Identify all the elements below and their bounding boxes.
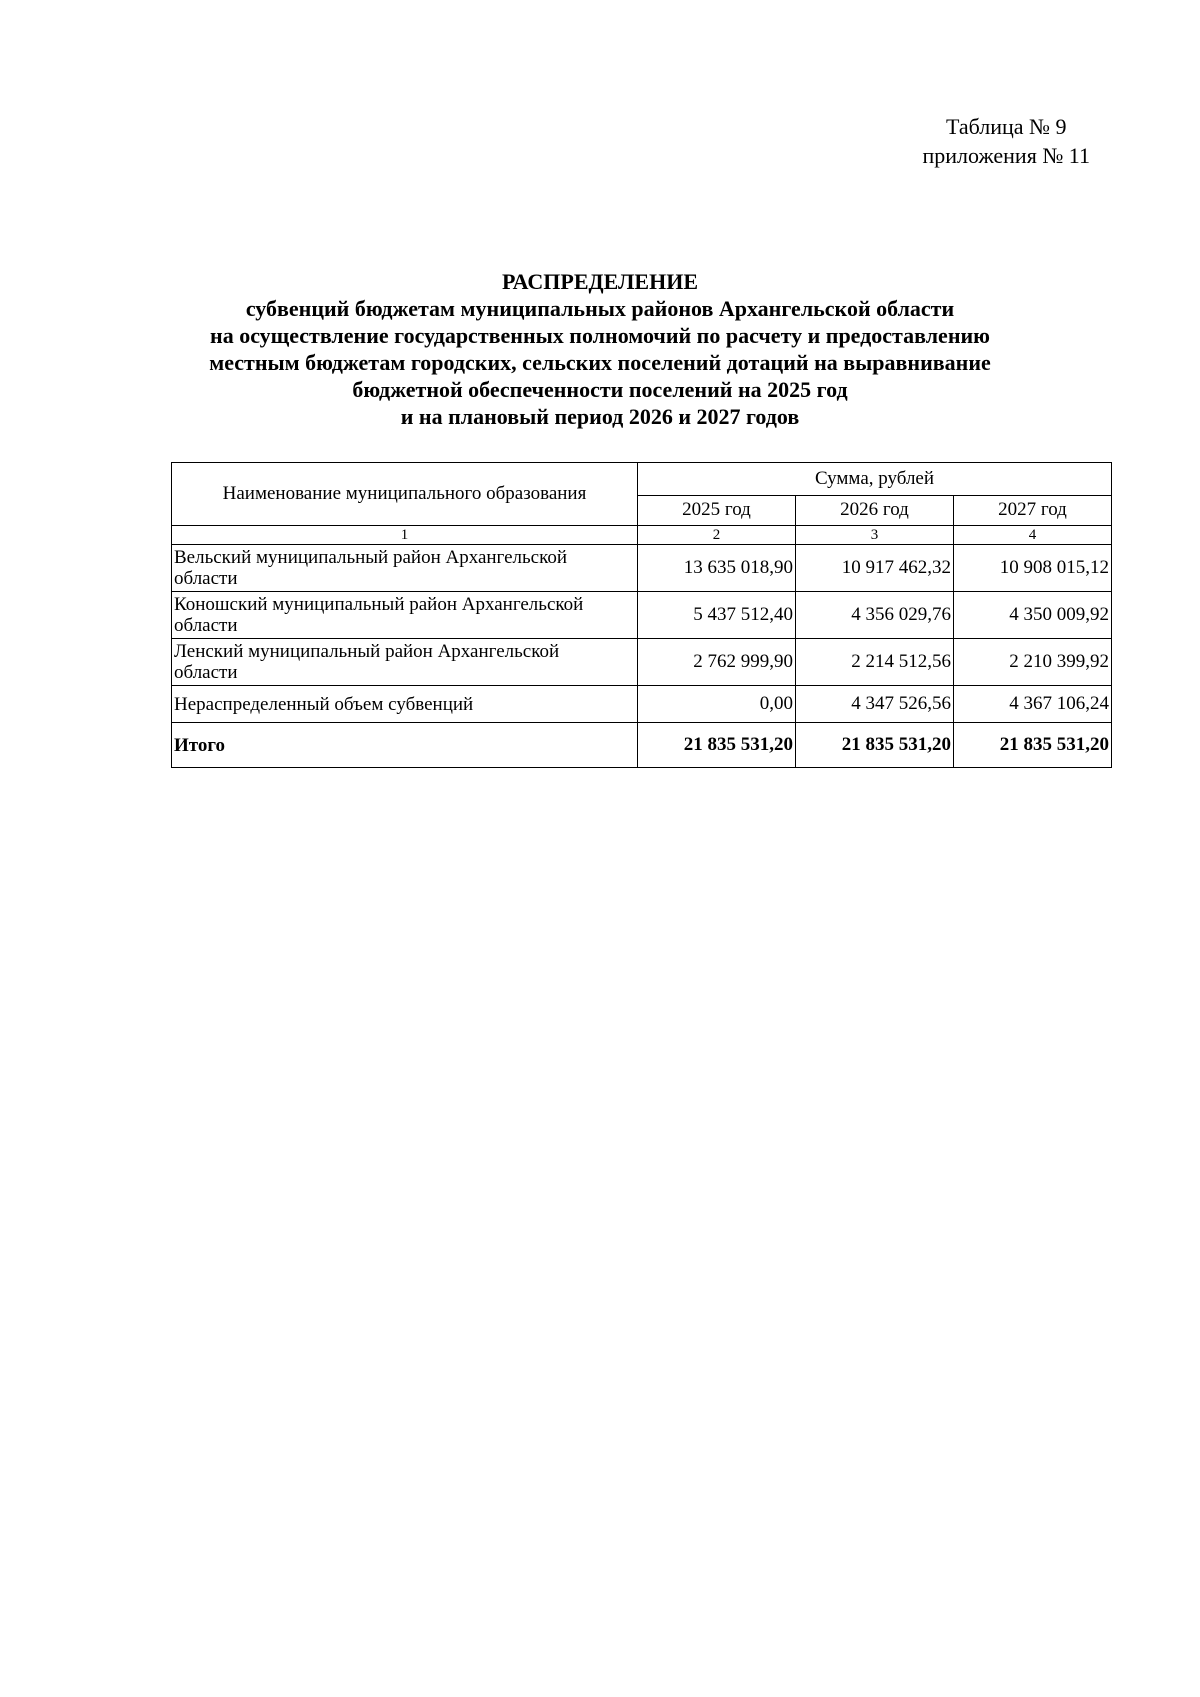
- municipality-name: [172, 639, 638, 686]
- title-line: РАСПРЕДЕЛЕНИЕ: [501, 269, 698, 294]
- title-line: и на плановый период 2026 и 2027 годов: [400, 404, 800, 429]
- column-index: 4: [954, 526, 1112, 545]
- table-header-row: [172, 463, 1112, 496]
- table-index-row: [172, 526, 1112, 545]
- column-header-name: Наименование муниципального образования: [172, 463, 638, 526]
- value-2025: 5 437 512,40: [638, 592, 796, 639]
- column-index: 1: [172, 526, 638, 545]
- table-row: [172, 545, 1112, 592]
- title-line: субвенций бюджетам муниципальных районов Архангельской области: [245, 296, 955, 321]
- value-2026: 4 356 029,76: [796, 592, 954, 639]
- table-row: [172, 639, 1112, 686]
- value-2027: 2 210 399,92: [954, 639, 1112, 686]
- value-2025: 0,00: [638, 686, 796, 723]
- total-2027: 21 835 531,20: [954, 723, 1112, 768]
- municipality-name-line: Вельский муниципальный район Архангельской: [174, 547, 568, 568]
- value-2026: 4 347 526,56: [796, 686, 954, 723]
- column-header-2026: 2026 год: [796, 495, 954, 525]
- value-2027: 4 350 009,92: [954, 592, 1112, 639]
- table-number-label: Таблица № 9: [945, 114, 1067, 139]
- value-2025: 13 635 018,90: [638, 545, 796, 592]
- table-row: [172, 592, 1112, 639]
- value-2025: 2 762 999,90: [638, 639, 796, 686]
- distribution-table: [171, 462, 1112, 768]
- column-index: 3: [796, 526, 954, 545]
- title-line: на осуществление государственных полномочий по расчету и предоставлению: [210, 323, 990, 348]
- value-2026: 2 214 512,56: [796, 639, 954, 686]
- title-line: бюджетной обеспеченности поселений на 2025 год: [352, 377, 848, 402]
- table-row: [172, 686, 1112, 723]
- municipality-name: [172, 545, 638, 592]
- column-header-2027: 2027 год: [954, 495, 1112, 525]
- value-2027: 4 367 106,24: [954, 686, 1112, 723]
- value-2026: 10 917 462,32: [796, 545, 954, 592]
- appendix-number-label: приложения № 11: [922, 143, 1090, 168]
- column-index: 2: [638, 526, 796, 545]
- table-total-row: [172, 723, 1112, 768]
- value-2027: 10 908 015,12: [954, 545, 1112, 592]
- municipality-name-line: области: [174, 568, 238, 589]
- municipality-name-line: области: [174, 662, 238, 683]
- column-header-sum: Сумма, рублей: [638, 463, 1112, 496]
- total-2025: 21 835 531,20: [638, 723, 796, 768]
- municipality-name: Нераспределенный объем субвенций: [172, 686, 638, 723]
- total-2026: 21 835 531,20: [796, 723, 954, 768]
- table-reference: [923, 112, 1091, 170]
- municipality-name-line: области: [174, 615, 238, 636]
- title-line: местным бюджетам городских, сельских поселений дотаций на выравнивание: [209, 350, 991, 375]
- municipality-name-line: Ленский муниципальный район Архангельской: [174, 641, 560, 662]
- municipality-name-line: Коношский муниципальный район Архангельской: [174, 594, 584, 615]
- municipality-name: [172, 592, 638, 639]
- total-label: Итого: [172, 723, 638, 768]
- column-header-2025: 2025 год: [638, 495, 796, 525]
- document-title: [0, 268, 1200, 430]
